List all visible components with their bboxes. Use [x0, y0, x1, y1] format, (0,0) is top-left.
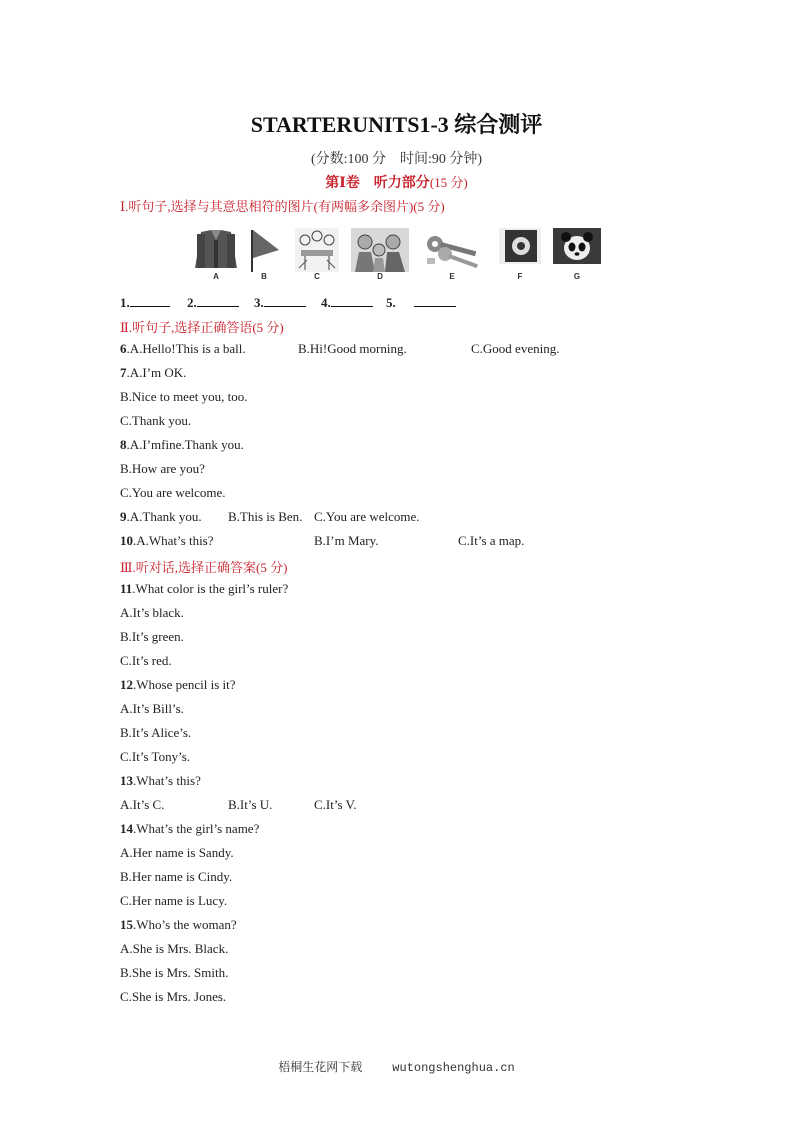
picture-label: E	[449, 272, 455, 281]
question-text: .What’s this?	[133, 773, 201, 788]
option[interactable]: B.It’s green.	[120, 629, 184, 644]
question-number: 10	[120, 533, 133, 548]
blank-number: 5.	[386, 295, 396, 310]
question-number: 6	[120, 341, 127, 356]
option[interactable]: C.You are welcome.	[314, 509, 420, 524]
question-text: .A.Thank you.	[126, 509, 202, 524]
question-9	[120, 509, 202, 525]
question-number: 9	[120, 509, 127, 524]
footer	[0, 1058, 793, 1075]
question-text: .A.I’m OK.	[126, 365, 187, 380]
picture-label: D	[377, 272, 383, 281]
blank-number: 1.	[120, 295, 130, 310]
picture-b	[247, 228, 281, 281]
family-icon	[351, 228, 409, 272]
footer-url[interactable]: wutongshenghua.cn	[392, 1061, 515, 1075]
question-number: 8	[120, 437, 127, 452]
question-number: 13	[120, 773, 133, 788]
flag-icon	[247, 228, 281, 272]
picture-label: F	[517, 272, 523, 281]
section-3-heading: Ⅲ.听对话,选择正确答案(5 分)	[120, 560, 288, 575]
option[interactable]: B.It’s Alice’s.	[120, 725, 192, 740]
option[interactable]: A.She is Mrs. Black.	[120, 941, 229, 956]
option[interactable]: B.Her name is Cindy.	[120, 869, 233, 884]
option[interactable]: B.Hi!Good morning.	[298, 341, 407, 356]
cd-icon	[499, 228, 541, 264]
question-number: 7	[120, 365, 127, 380]
question-number: 15	[120, 917, 133, 932]
option[interactable]: C.It’s red.	[120, 653, 172, 668]
page-title: STARTERUNITS1-3 综合测评	[250, 112, 543, 137]
panda-icon	[553, 228, 601, 264]
option[interactable]: C.Thank you.	[120, 413, 192, 428]
picture-g	[553, 228, 601, 281]
picture-d	[351, 228, 409, 281]
answer-blank[interactable]	[187, 294, 239, 311]
blank-number: 2.	[187, 295, 197, 310]
question-10	[120, 533, 214, 549]
option[interactable]: A.It’s black.	[120, 605, 184, 620]
question-text: .What color is the girl’s ruler?	[132, 581, 289, 596]
section-1-heading: Ⅰ.听句子,选择与其意思相符的图片(有两幅多余图片)(5 分)	[120, 199, 445, 214]
option[interactable]: C.It’s V.	[314, 797, 357, 812]
option[interactable]: C.Good evening.	[471, 341, 560, 356]
option[interactable]: B.She is Mrs. Smith.	[120, 965, 229, 980]
option[interactable]: A.It’s Bill’s.	[120, 701, 184, 716]
question-text: .Who’s the woman?	[133, 917, 237, 932]
answer-blank[interactable]	[254, 294, 306, 311]
question-6	[120, 341, 246, 357]
option[interactable]: C.She is Mrs. Jones.	[120, 989, 227, 1004]
picture-f	[499, 228, 541, 281]
question-number: 12	[120, 677, 133, 692]
answer-blank[interactable]	[386, 294, 456, 311]
question-12	[120, 677, 236, 693]
option[interactable]: A.Her name is Sandy.	[120, 845, 234, 860]
option[interactable]: B.I’m Mary.	[314, 533, 379, 548]
question-text: .Whose pencil is it?	[133, 677, 236, 692]
picture-a	[193, 228, 239, 281]
option[interactable]: B.Nice to meet you, too.	[120, 389, 248, 404]
question-15	[120, 917, 237, 933]
footer-site: 梧桐生花网下载	[278, 1060, 363, 1074]
picture-label: G	[573, 272, 581, 281]
picture-e	[421, 228, 483, 281]
answer-blank[interactable]	[120, 294, 170, 311]
jacket-icon	[193, 228, 239, 272]
blank-number: 3.	[254, 295, 264, 310]
answer-blank[interactable]	[321, 294, 373, 311]
option[interactable]: B.It’s U.	[228, 797, 273, 812]
picture-label: A	[213, 272, 219, 281]
part-label: 第Ⅰ卷 听力部分	[325, 176, 430, 191]
section-2-heading: Ⅱ.听句子,选择正确答语(5 分)	[120, 320, 284, 335]
blank-number: 4.	[321, 295, 331, 310]
option[interactable]: A.It’s C.	[120, 797, 165, 812]
question-7	[120, 365, 186, 381]
picture-label: C	[314, 272, 320, 281]
question-8	[120, 437, 244, 453]
option[interactable]: B.This is Ben.	[228, 509, 303, 524]
question-11	[120, 581, 288, 597]
option[interactable]: C.It’s Tony’s.	[120, 749, 191, 764]
option[interactable]: B.How are you?	[120, 461, 205, 476]
question-number: 14	[120, 821, 133, 836]
score-time-info: (分数:100 分 时间:90 分钟)	[310, 152, 483, 167]
part-heading	[0, 172, 793, 192]
question-number: 11	[120, 581, 133, 596]
question-text: .A.Hello!This is a ball.	[126, 341, 246, 356]
option[interactable]: C.It’s a map.	[458, 533, 525, 548]
question-text: .What’s the girl’s name?	[133, 821, 260, 836]
option[interactable]: C.You are welcome.	[120, 485, 226, 500]
picture-label: B	[261, 272, 267, 281]
people-at-table-icon	[295, 228, 339, 272]
question-text: .A.What’s this?	[133, 533, 214, 548]
part-points: (15 分)	[429, 175, 468, 190]
picture-c	[295, 228, 339, 281]
keys-icon	[421, 228, 483, 272]
question-14	[120, 821, 259, 837]
question-text: .A.I’mfine.Thank you.	[126, 437, 244, 452]
question-13	[120, 773, 201, 789]
option[interactable]: C.Her name is Lucy.	[120, 893, 228, 908]
